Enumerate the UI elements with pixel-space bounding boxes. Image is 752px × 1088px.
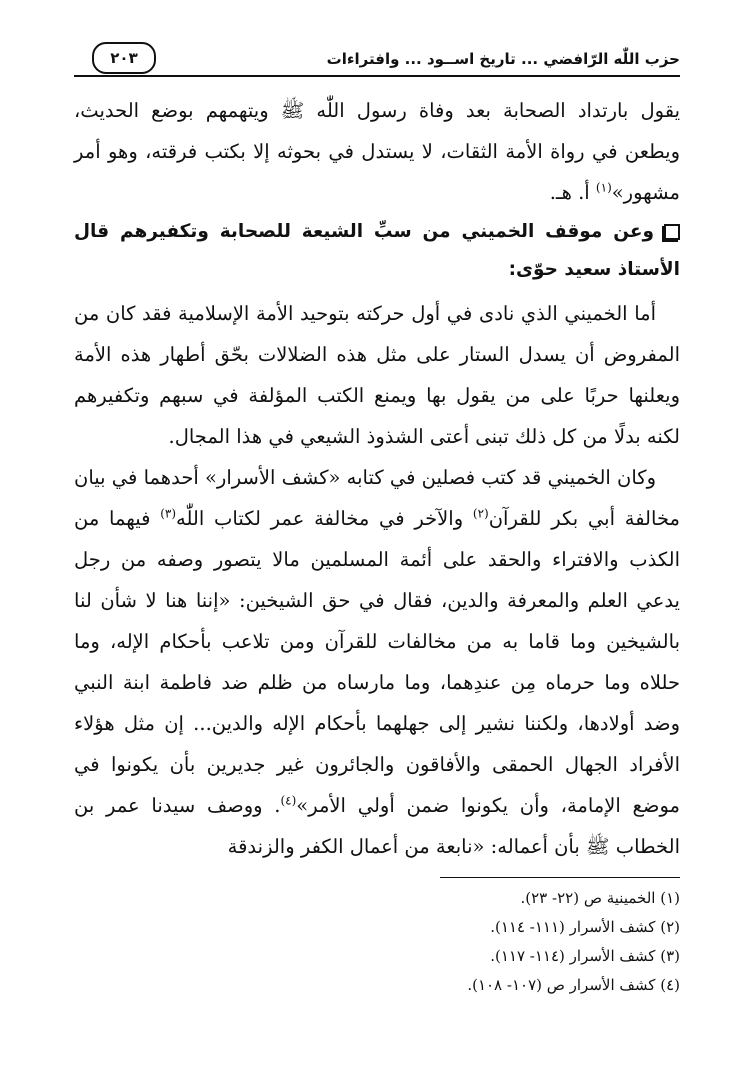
paragraph-1-tail: أ. هـ.: [549, 181, 596, 204]
book-page: [74, 40, 680, 1000]
header-divider: [74, 75, 680, 77]
footnote-ref-3[interactable]: (٣): [160, 506, 177, 521]
page-number-badge: ٢٠٣: [92, 42, 156, 74]
footnote-ref-4[interactable]: (٤): [280, 793, 297, 808]
square-bullet-icon: [664, 224, 680, 240]
running-header: [74, 40, 680, 80]
paragraph-3-part-d: . ووصف سيدنا عمر بن الخطاب ﷺ بأن أعماله: «نابعة من أعمال الكفر والزندقة: [74, 794, 680, 858]
footnote-4: (٤) كشف الأسرار ص (١٠٧- ١٠٨).: [467, 976, 680, 994]
footnote-divider: [440, 877, 680, 878]
footnote-ref-2[interactable]: (٢): [472, 506, 489, 521]
footnote-1: (١) الخمينية ص (٢٢- ٢٣).: [520, 889, 680, 907]
paragraph-3-part-b: والآخر في مخالفة عمر لكتاب اللّٰه: [176, 507, 473, 530]
paragraph-3-part-c: فيهما من الكذب والافتراء والحقد على أئمة المسلمين مالا يتصور وصفه من رجل يدعي العلم والمعرفة والدين، فقال في حق الشيخين: «إننا هنا لا شأن لنا بالشيخين وما قاما به من مخالفات للقرآن ومن تلاعب بأحكام الإله، وما حللاه وما حرماه مِن عندِهما، وما مارساه من ظلم ضد فاطمة ابنة النبي وضد أولادها، ولكننا نشير إلى جهلهما بأحكام الإله والدين... إن مثل هؤلاء الأفراد الجهال الحمقى والأفاقون والجائرون غير جديرين بأن يكونوا في موضع الإمامة، وأن يكونوا ضمن أولي الأمر»: [74, 507, 680, 817]
footnote-2: (٢) كشف الأسرار (١١١- ١١٤).: [490, 918, 680, 936]
paragraph-3-part-a: وكان الخميني قد كتب فصلين في كتابه «كشف الأسرار» أحدهما في بيان مخالفة أبي بكر للقرآن: [74, 466, 680, 530]
paragraph-2: أما الخميني الذي نادى في أول حركته بتوحيد الأمة الإسلامية فقد كان من المفروض أن يسدل الستار على مثل هذه الضلالات بحّق أطهار هذه الأمة ويعلنها حربًا على من يقول بها ويمنع الكتب المؤلفة في سبهم وتكفيرهم لكنه بدلًا من كل ذلك تبنى أعتى الشذوذ الشيعي في هذا المجال.: [74, 302, 680, 448]
section-heading: [74, 213, 680, 293]
footnote-ref-1[interactable]: (١): [595, 180, 612, 195]
paragraph-3: [74, 457, 680, 867]
paragraph-1-text: يقول بارتداد الصحابة بعد وفاة رسول اللّٰه ﷺ ويتهمهم بوضع الحديث، ويطعن في رواة الأمة الثقات، لا يستدل في بحوثه إلا بكتب فرقته، وهو أمر مشهور»: [74, 99, 680, 204]
running-title: حزب اللّٰه الرّافضي ... تاريخ اســود ... وافتراءات: [326, 50, 680, 68]
main-text: [74, 90, 680, 867]
footnotes: [74, 884, 680, 1000]
section-heading-text: وعن موقف الخميني من سبِّ الشيعة للصحابة وتكفيرهم قال الأستاذ سعيد حوّى:: [74, 221, 680, 280]
paragraph-1: [74, 90, 680, 213]
footnote-3: (٣) كشف الأسرار (١١٤- ١١٧).: [490, 947, 680, 965]
